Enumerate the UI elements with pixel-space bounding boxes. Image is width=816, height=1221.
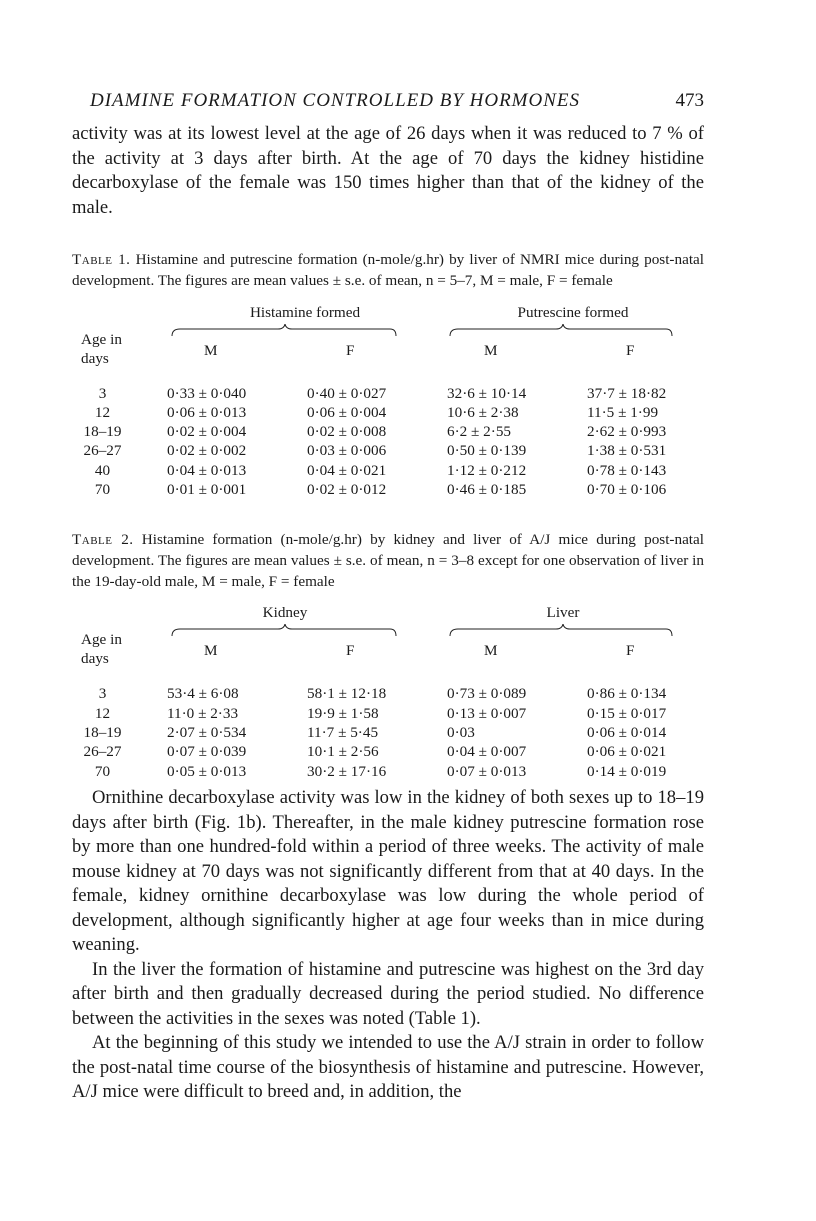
table-1-label: Table 1. <box>72 251 131 268</box>
body-paragraph-3: At the beginning of this study we intended to use the A/J strain in order to follow the post-natal time course of the biosynthesis of histamine and putrescine. However, A/J mice were difficult to breed and, in addition, the <box>72 1032 704 1102</box>
table-1-body <box>72 384 704 500</box>
value-cell: 0·15 ± 0·017 <box>587 704 667 722</box>
age-cell: 70 <box>94 762 111 780</box>
value-cell: 11·7 ± 5·45 <box>307 723 379 741</box>
table-row <box>72 742 704 761</box>
table-1-column-header <box>72 330 704 384</box>
value-cell: 0·33 ± 0·040 <box>167 384 247 402</box>
value-cell: 0·05 ± 0·013 <box>167 762 247 780</box>
table-1-group-putrescine: Putrescine formed <box>517 303 629 321</box>
table-row <box>72 480 704 499</box>
value-cell: 0·07 ± 0·039 <box>167 743 247 761</box>
value-cell: 0·73 ± 0·089 <box>447 685 527 703</box>
table-row <box>72 684 704 703</box>
table-2-group-kidney: Kidney <box>262 604 308 622</box>
table-2-group-liver: Liver <box>546 604 580 622</box>
table-1-caption-text: Histamine and putrescine formation (n-mole/g.hr) by liver of NMRI mice during post-natal development. The figures are mean values ± s.e. of mean, n = 5–7, M = male, F = female <box>72 251 705 289</box>
table-2-caption-text: Histamine formation (n-mole/g.hr) by kidney and liver of A/J mice during post-natal development. The figures are mean values ± s.e. of mean, n = 3–8 except for one observation of liver in the 19-day-old male, M = male, F = female <box>72 531 704 590</box>
table-1-header-f-histamine: F <box>346 341 355 359</box>
table-1 <box>72 250 704 499</box>
table-2-column-header <box>72 630 704 684</box>
intro-paragraph: activity was at its lowest level at the age of 26 days when it was reduced to 7 % of the activity at 3 days after birth. At the age of 70 days the kidney histidine decarboxylase of the female was 150 times higher than that of the kidney of the male. <box>72 123 704 218</box>
table-1-age-header: Age in days <box>81 330 122 367</box>
value-cell: 30·2 ± 17·16 <box>307 762 387 780</box>
value-cell: 1·38 ± 0·531 <box>587 442 667 460</box>
table-2-header-m-liver: M <box>484 642 498 660</box>
value-cell: 0·40 ± 0·027 <box>307 384 387 402</box>
value-cell: 2·62 ± 0·993 <box>587 423 667 441</box>
value-cell: 0·02 ± 0·004 <box>167 423 247 441</box>
value-cell: 10·6 ± 2·38 <box>447 403 519 421</box>
table-row <box>72 461 704 480</box>
value-cell: 0·07 ± 0·013 <box>447 762 527 780</box>
value-cell: 0·04 ± 0·013 <box>167 461 247 479</box>
value-cell: 53·4 ± 6·08 <box>167 685 239 703</box>
value-cell: 0·78 ± 0·143 <box>587 461 667 479</box>
value-cell: 0·01 ± 0·001 <box>167 481 247 499</box>
table-2-body <box>72 684 704 780</box>
age-cell: 3 <box>98 685 107 703</box>
value-cell: 58·1 ± 12·18 <box>307 685 387 703</box>
table-2-header-m-kidney: M <box>204 642 218 660</box>
running-head <box>90 90 704 112</box>
body-paragraph-1: Ornithine decarboxylase activity was low in the kidney of both sexes up to 18–19 days after birth (Fig. 1b). Thereafter, in the male kidney putrescine formation rose by more than one hundred-fold within a period of three weeks. The activity of male mouse kidney at 70 days was not significantly different from that at 40 days. In the female, kidney ornithine decarboxylase was low during the whole period of development, although significantly higher at age four weeks than in mice during weaning. <box>72 787 704 955</box>
value-cell: 0·03 ± 0·006 <box>307 442 387 460</box>
value-cell: 0·02 ± 0·012 <box>307 481 387 499</box>
running-head-title: DIAMINE FORMATION CONTROLLED BY HORMONES <box>90 90 581 111</box>
value-cell: 0·02 ± 0·002 <box>167 442 247 460</box>
value-cell: 0·06 ± 0·014 <box>587 723 667 741</box>
value-cell: 6·2 ± 2·55 <box>447 423 512 441</box>
value-cell: 37·7 ± 18·82 <box>587 384 667 402</box>
value-cell: 0·46 ± 0·185 <box>447 481 527 499</box>
age-cell: 18–19 <box>83 723 122 741</box>
value-cell: 32·6 ± 10·14 <box>447 384 527 402</box>
value-cell: 0·02 ± 0·008 <box>307 423 387 441</box>
body-paragraph-2: In the liver the formation of histamine and putrescine was highest on the 3rd day after birth and then gradually decreased during the period studied. No difference between the activities in the sexes was noted (Table 1). <box>72 958 704 1029</box>
value-cell: 0·06 ± 0·021 <box>587 743 667 761</box>
age-cell: 70 <box>94 481 111 499</box>
table-row <box>72 384 704 403</box>
value-cell: 0·04 ± 0·007 <box>447 743 527 761</box>
body-text <box>72 786 704 1105</box>
value-cell: 0·50 ± 0·139 <box>447 442 527 460</box>
table-1-group-histamine: Histamine formed <box>249 303 361 321</box>
value-cell: 0·13 ± 0·007 <box>447 704 527 722</box>
age-cell: 12 <box>94 403 111 421</box>
age-cell: 26–27 <box>83 442 122 460</box>
age-cell: 12 <box>94 704 111 722</box>
value-cell: 1·12 ± 0·212 <box>447 461 527 479</box>
table-2 <box>72 530 704 781</box>
value-cell: 11·0 ± 2·33 <box>167 704 239 722</box>
table-1-caption <box>72 250 704 292</box>
value-cell: 0·06 ± 0·013 <box>167 403 247 421</box>
table-2-header-f-kidney: F <box>346 642 355 660</box>
value-cell: 10·1 ± 2·56 <box>307 743 379 761</box>
table-row <box>72 422 704 441</box>
value-cell: 0·14 ± 0·019 <box>587 762 667 780</box>
table-1-header-f-putrescine: F <box>626 341 635 359</box>
value-cell: 0·06 ± 0·004 <box>307 403 387 421</box>
age-cell: 3 <box>98 384 107 402</box>
value-cell: 2·07 ± 0·534 <box>167 723 247 741</box>
value-cell: 0·86 ± 0·134 <box>587 685 667 703</box>
value-cell: 0·70 ± 0·106 <box>587 481 667 499</box>
age-cell: 26–27 <box>83 743 122 761</box>
table-2-caption <box>72 530 704 592</box>
table-1-header-m-putrescine: M <box>484 341 498 359</box>
table-row <box>72 762 704 781</box>
table-1-header-m-histamine: M <box>204 341 218 359</box>
value-cell: 19·9 ± 1·58 <box>307 704 379 722</box>
table-2-age-header: Age in days <box>81 631 122 668</box>
age-cell: 18–19 <box>83 423 122 441</box>
value-cell: 0·03 <box>447 723 475 741</box>
table-2-label: Table 2. <box>72 531 134 548</box>
table-row <box>72 403 704 422</box>
age-cell: 40 <box>94 461 111 479</box>
page-number: 473 <box>675 90 704 111</box>
table-row <box>72 441 704 460</box>
table-2-header-f-liver: F <box>626 642 635 660</box>
value-cell: 11·5 ± 1·99 <box>587 403 659 421</box>
value-cell: 0·04 ± 0·021 <box>307 461 387 479</box>
table-row <box>72 704 704 723</box>
table-row <box>72 723 704 742</box>
